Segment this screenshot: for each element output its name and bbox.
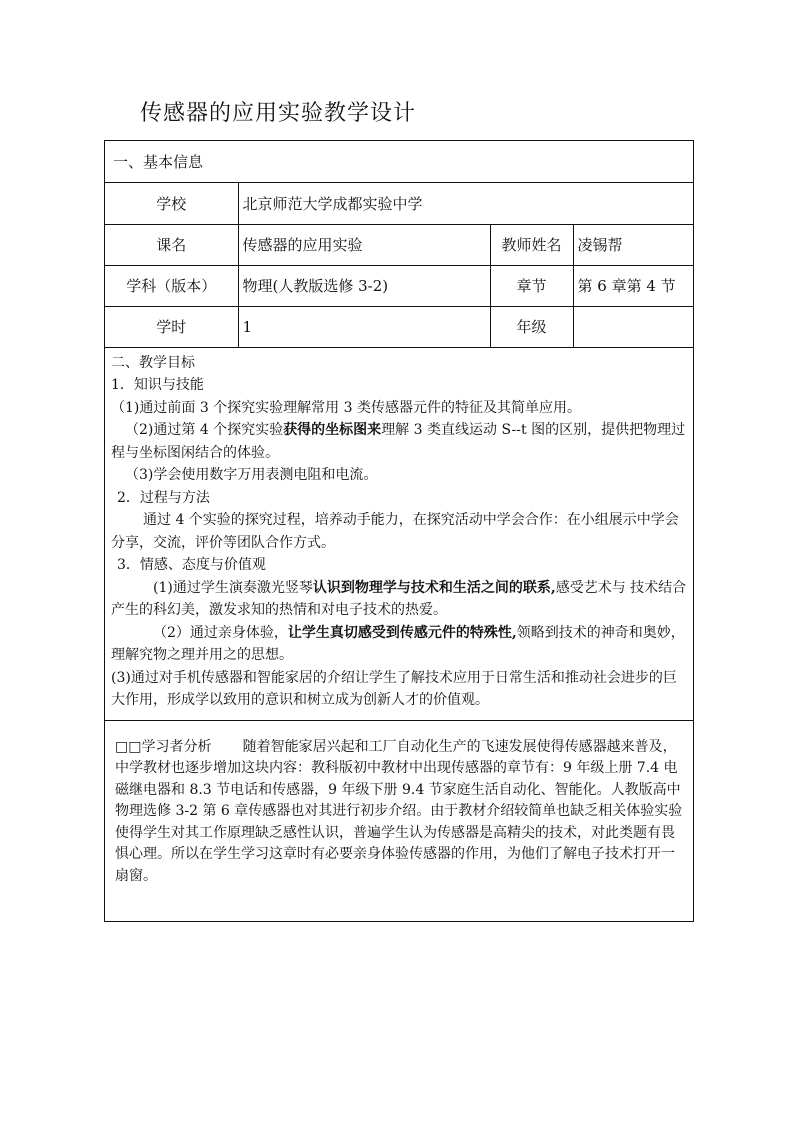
table-row (105, 265, 693, 306)
grade-label: 年级 (490, 306, 573, 347)
learner-analysis-text: 随着智能家居兴起和工厂自动化生产的飞速发展使得传感器越来普及，中学教材也逐步增加这块内容：教科版初中教材中出现传感器的章节有：9 年级上册 7.4 电磁继电器和 8.3 节电话和传感器，9 年级下册 9.4 节家庭生活自动化、智能化。人教版高中物理选修 3-2 第 6 章传感器也对其进行初步介绍。由于教材介绍较简单也缺乏相关体验实验使得学生对其工作原理缺乏感性认识，普遍学生认为传感器是高精尖的技术，对此类题有畏惧心理。所以在学生学习这章时有必要亲身体验传感器的作用，为他们了解电子技术打开一扇窗。 (115, 738, 683, 884)
hours-value: 1 (238, 306, 490, 347)
table-row (105, 224, 693, 265)
knowledge-item-2 (111, 419, 689, 464)
emotion-item-1-emphasis: 认识到物理学与技术和生活之间的联系, (312, 579, 556, 596)
emotion-item-1-rest: 感受艺术与 技术结合产生的科幻美，激发求知的热情和对电子技术的热爱。 (111, 579, 687, 618)
table-row (105, 306, 693, 347)
course-label: 课名 (105, 224, 238, 265)
table-row (105, 183, 693, 224)
emotion-item-3: (3)通过对手机传感器和智能家居的介绍让学生了解技术应用于日常生活和推动社会进步的巨大作用，形成学以致用的意识和树立成为创新人才的价值观。 (111, 669, 677, 708)
goals-heading: 二、教学目标 (111, 354, 195, 371)
chapter-label: 章节 (490, 265, 573, 306)
emotion-heading: 3．情感、态度与价值观 (117, 557, 266, 573)
lesson-design-form (104, 140, 694, 922)
knowledge-item-2-lead: （2)通过第 4 个探究实验 (125, 422, 284, 438)
teacher-label: 教师姓名 (490, 224, 573, 265)
document-title: 传感器的应用实验教学设计 (140, 101, 417, 126)
learner-analysis-paragraph (115, 737, 683, 888)
emotion-item-1-lead: (1)通过学生演奏激光竖琴 (153, 579, 313, 596)
hours-label: 学时 (105, 306, 238, 347)
knowledge-item-3: （3)学会使用数字万用表测电阻和电流。 (125, 467, 378, 483)
school-value: 北京师范大学成都实验中学 (238, 183, 693, 224)
subject-label: 学科（版本） (105, 265, 238, 306)
teacher-value: 凌锡帮 (573, 224, 693, 265)
course-value: 传感器的应用实验 (238, 224, 490, 265)
knowledge-item-2-rest: 理解 3 类直线运动 S--t 图的区别，提供把物理过程与坐标图闲结合的体验。 (111, 422, 686, 461)
emotion-item-2-lead: （2）通过亲身体验， (153, 624, 288, 641)
process-heading: 2．过程与方法 (117, 489, 210, 506)
emotion-item-1 (111, 577, 689, 622)
subject-value: 物理(人教版选修 3-2) (238, 265, 490, 306)
basic-info-heading: 一、基本信息 (105, 141, 693, 183)
school-label: 学校 (105, 183, 238, 224)
chapter-value: 第 6 章第 4 节 (573, 265, 693, 306)
emotion-item-2 (111, 622, 689, 667)
knowledge-item-1: （1)通过前面 3 个探究实验理解常用 3 类传感器元件的特征及其简单应用。 (111, 399, 581, 416)
knowledge-item-2-emphasis: 获得的坐标图来 (283, 422, 382, 438)
basic-info-table (105, 183, 693, 348)
teaching-goals-section (105, 348, 693, 721)
learner-analysis-section (105, 721, 693, 921)
emotion-item-2-emphasis: 让学生真切感受到传感元件的特殊性, (287, 624, 517, 641)
learner-analysis-heading: □□学习者分析 (115, 738, 212, 755)
knowledge-heading: 1．知识与技能 (111, 377, 204, 393)
grade-value (573, 306, 693, 347)
process-item-1: 通过 4 个实验的探究过程，培养动手能力，在探究活动中学会合作：在小组展示中学会分享，交流，评价等团队合作方式。 (111, 512, 679, 551)
emotion-item-2-rest: 领略到技术的神奇和奥妙，理解究物之理并用之的思想。 (111, 624, 685, 663)
